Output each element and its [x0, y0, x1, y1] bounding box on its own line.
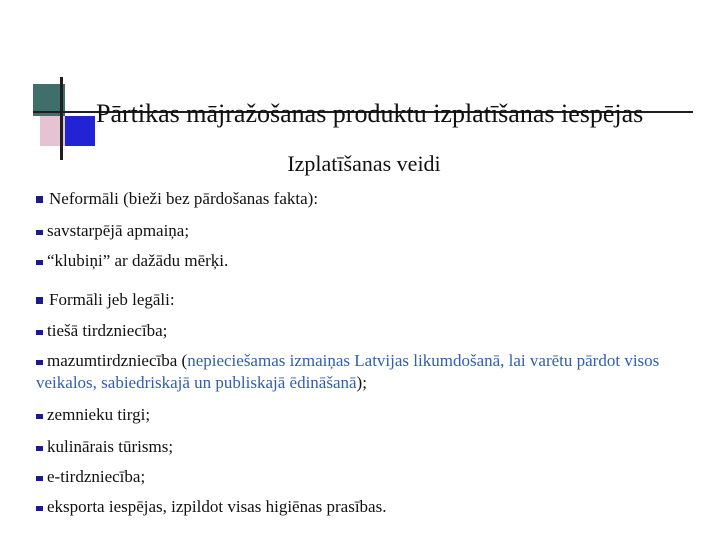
list-item-text: tiešā tirdzniecība;: [47, 321, 168, 340]
list-item: [36, 250, 228, 272]
formal-heading-text: Formāli jeb legāli:: [49, 290, 175, 309]
square-bullet-icon: [36, 476, 43, 481]
square-bullet-icon: [36, 360, 43, 365]
slide-title: Pārtikas mājražošanas produktu izplatīšanas iespējas: [96, 99, 644, 128]
retail-prefix: mazumtirdzniecība (: [47, 351, 188, 370]
decor-vertical-line: [60, 77, 63, 160]
list-item-text: savstarpējā apmaiņa;: [47, 221, 190, 240]
list-item: [36, 404, 150, 426]
square-bullet-icon: [36, 446, 43, 451]
list-heading-informal: [36, 188, 318, 210]
square-bullet-icon: [36, 230, 43, 235]
retail-suffix: );: [356, 373, 367, 392]
list-item: [36, 436, 173, 458]
informal-heading-text: Neformāli (bieži bez pārdošanas fakta):: [49, 189, 319, 208]
square-bullet-icon: [36, 297, 43, 304]
list-item: [36, 220, 189, 242]
decor-square-blue: [65, 116, 95, 146]
list-item-text: zemnieku tirgi;: [47, 405, 151, 424]
list-item: [36, 320, 167, 342]
square-bullet-icon: [36, 260, 43, 265]
list-item-text: kulinārais tūrisms;: [47, 437, 174, 456]
square-bullet-icon: [36, 414, 43, 419]
slide-subtitle: Izplatīšanas veidi: [287, 151, 441, 176]
square-bullet-icon: [36, 330, 43, 335]
list-item: [36, 496, 386, 518]
square-bullet-icon: [36, 506, 43, 511]
list-heading-formal: [36, 289, 175, 311]
list-item-text: “klubiņi” ar dažādu mērķi.: [47, 251, 229, 270]
square-bullet-icon: [36, 196, 43, 203]
list-item-text: e-tirdzniecība;: [47, 467, 146, 486]
list-item-text: eksporta iespējas, izpildot visas higiēnas prasības.: [47, 497, 387, 516]
list-item: [36, 466, 145, 488]
retail-highlight-text: nepieciešamas izmaiņas Latvijas likumdošanā, lai varētu pārdot visos veikalos, sabiedriskajā un publiskajā ēdināšanā: [36, 351, 660, 392]
list-item-retail: [36, 350, 686, 394]
